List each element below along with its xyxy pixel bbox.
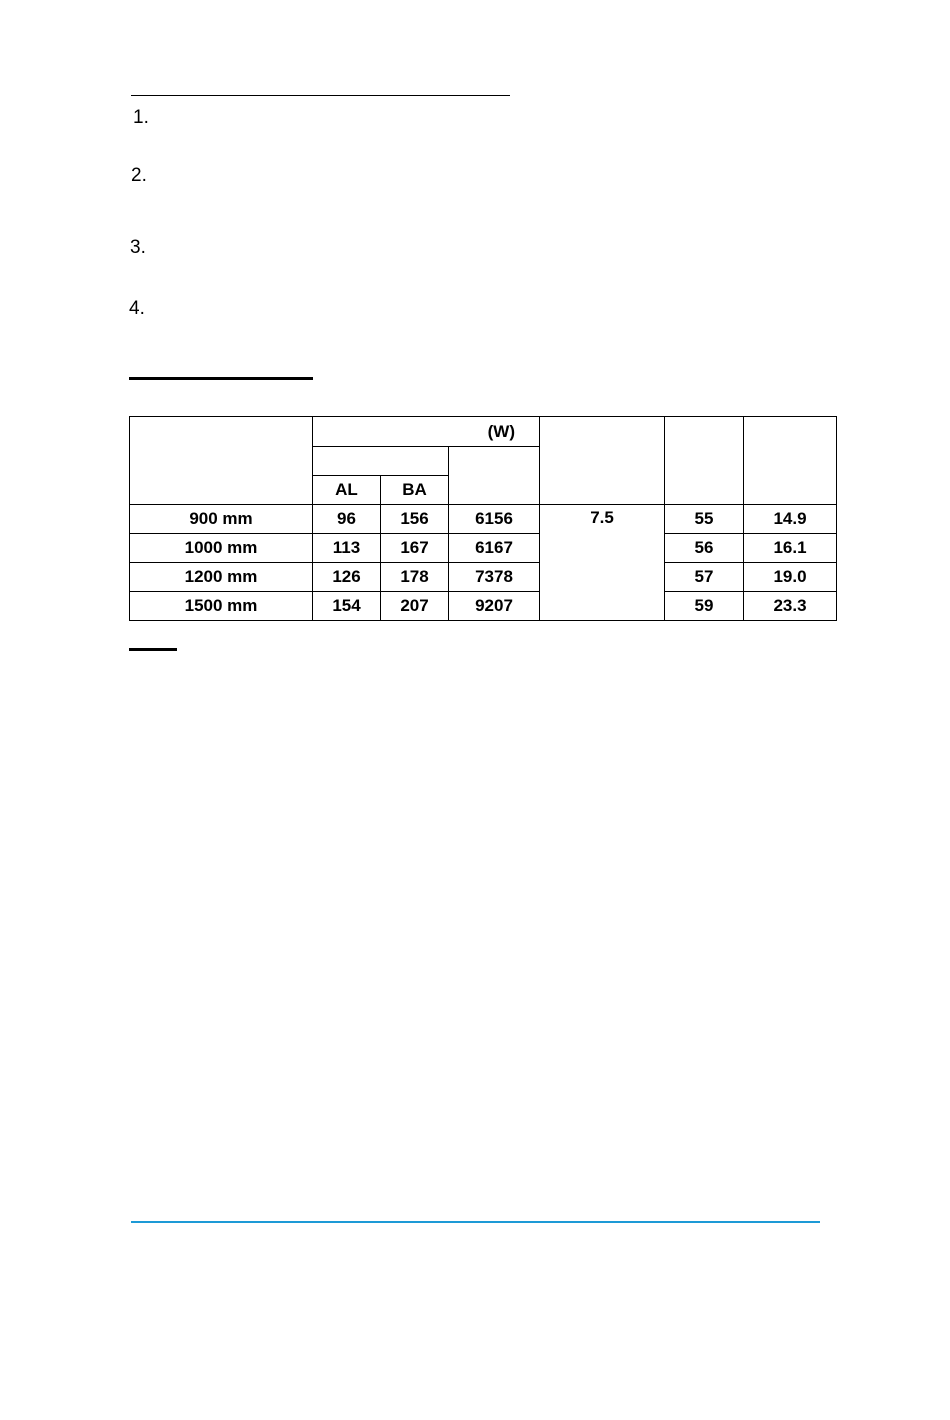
table-row (130, 534, 837, 563)
total-subheader-cell (449, 447, 540, 505)
top-divider (131, 95, 510, 96)
column-7-cell: 23.3 (744, 592, 837, 621)
al-cell: 126 (313, 563, 381, 592)
shared-value-cell: 7.5 (540, 505, 665, 621)
column-6-cell: 59 (665, 592, 744, 621)
table-row (130, 592, 837, 621)
al-cell: 113 (313, 534, 381, 563)
total-cell: 9207 (449, 592, 540, 621)
column-5-header-cell (540, 417, 665, 505)
column-6-header-cell (665, 417, 744, 505)
specification-table (129, 416, 837, 621)
column-6-cell: 57 (665, 563, 744, 592)
size-cell: 1500 mm (130, 592, 313, 621)
ba-cell: 156 (381, 505, 449, 534)
size-header-cell (130, 417, 313, 505)
ba-header-cell: BA (381, 476, 449, 505)
column-6-cell: 56 (665, 534, 744, 563)
al-cell: 154 (313, 592, 381, 621)
note-heading-underline (129, 648, 177, 651)
column-7-cell: 14.9 (744, 505, 837, 534)
list-number-4: 4. (129, 298, 145, 319)
ba-cell: 167 (381, 534, 449, 563)
al-header-cell: AL (313, 476, 381, 505)
table-row (130, 563, 837, 592)
size-cell: 1200 mm (130, 563, 313, 592)
list-number-2: 2. (131, 165, 147, 186)
column-7-cell: 19.0 (744, 563, 837, 592)
section-heading-underline (129, 377, 313, 380)
column-7-cell: 16.1 (744, 534, 837, 563)
list-number-1: 1. (133, 107, 149, 128)
size-cell: 900 mm (130, 505, 313, 534)
al-cell: 96 (313, 505, 381, 534)
total-cell: 6167 (449, 534, 540, 563)
list-number-3: 3. (130, 237, 146, 258)
column-7-header-cell (744, 417, 837, 505)
footer-divider (131, 1221, 820, 1223)
power-header-cell: (W) (313, 417, 540, 447)
total-cell: 7378 (449, 563, 540, 592)
table-header-row (130, 417, 837, 447)
size-cell: 1000 mm (130, 534, 313, 563)
column-6-cell: 55 (665, 505, 744, 534)
ba-cell: 178 (381, 563, 449, 592)
total-cell: 6156 (449, 505, 540, 534)
table-row (130, 505, 837, 534)
power-group-subheader-cell (313, 447, 449, 476)
ba-cell: 207 (381, 592, 449, 621)
